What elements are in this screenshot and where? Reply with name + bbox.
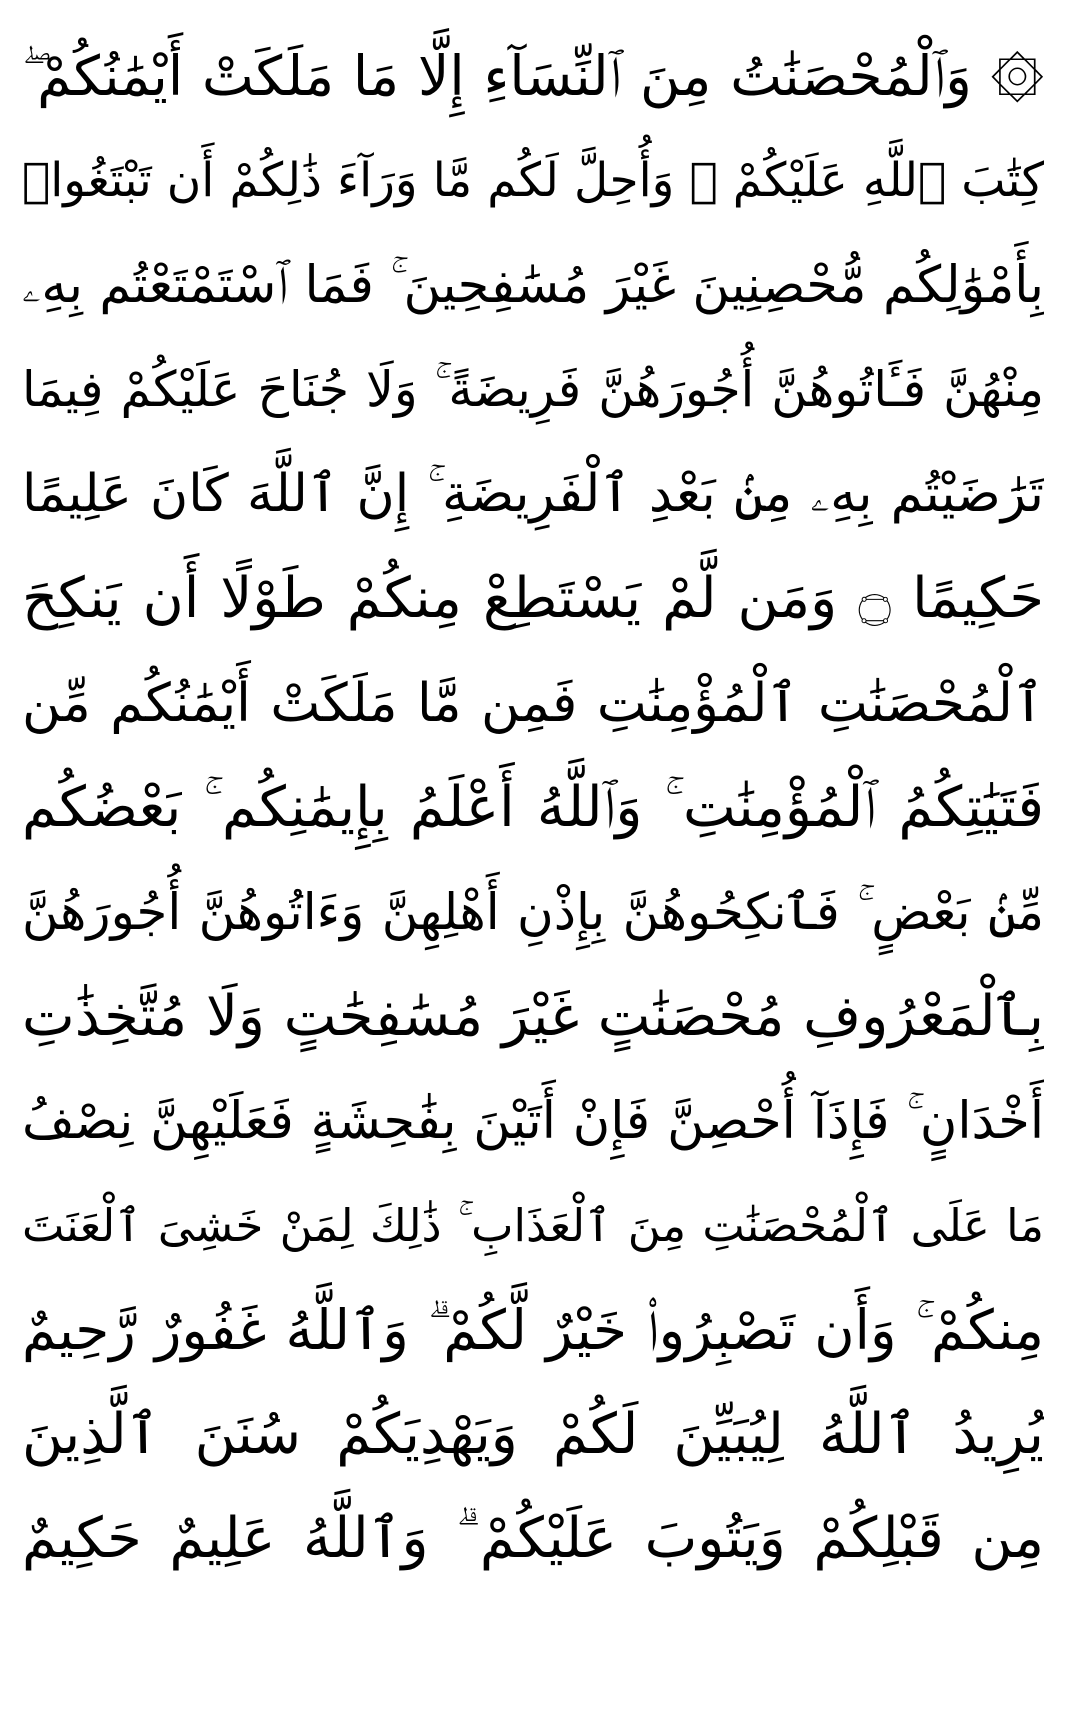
verse-line-12 [22, 1174, 1044, 1279]
verse-line-text: فَتَيَٰتِكُمُ ٱلْمُؤْمِنَٰتِ ۚ وَٱللَّهُ أَعْلَمُ بِإِيمَٰنِكُم ۚ بَعْضُكُم [22, 774, 1044, 840]
verse-line-text: حَكِيمًا ۝ وَمَن لَّمْ يَسْتَطِعْ مِنكُمْ طَوْلًا أَن يَنكِحَ [22, 565, 1044, 631]
verse-line-8 [22, 756, 1044, 861]
verse-line-13 [22, 1278, 1044, 1383]
verse-line-text: كِتَٰبَ ٱللَّهِ عَلَيْكُمْ ۚ وَأُحِلَّ لَكُم مَّا وَرَآءَ ذَٰلِكُمْ أَن تَبْتَغُوا۟ [22, 153, 1044, 209]
verse-line-text: مِّنۢ بَعْضٍ ۚ فَٱنكِحُوهُنَّ بِإِذْنِ أَهْلِهِنَّ وَءَاتُوهُنَّ أُجُورَهُنَّ [22, 883, 1044, 942]
verse-line-text: مِنْهُنَّ فَـَٔاتُوهُنَّ أُجُورَهُنَّ فَرِيضَةً ۚ وَلَا جُنَاحَ عَلَيْكُمْ فِيمَا [22, 361, 1044, 419]
verse-line-6 [22, 547, 1044, 652]
verse-line-2 [22, 129, 1044, 234]
verse-line-7 [22, 651, 1044, 756]
verse-line-text: ٱلْمُحْصَنَٰتِ ٱلْمُؤْمِنَٰتِ فَمِن مَّا مَلَكَتْ أَيْمَٰنُكُم مِّن [22, 672, 1044, 734]
verse-line-4 [22, 338, 1044, 443]
verse-line-3 [22, 233, 1044, 338]
verse-line-text: مَا عَلَى ٱلْمُحْصَنَٰتِ مِنَ ٱلْعَذَابِ ۚ ذَٰلِكَ لِمَنْ خَشِىَ ٱلْعَنَتَ [22, 1199, 1044, 1253]
verse-line-text: بِأَمْوَٰلِكُم مُّحْصِنِينَ غَيْرَ مُسَٰفِحِينَ ۚ فَمَا ٱسْتَمْتَعْتُم بِهِۦ [22, 255, 1044, 315]
verse-line-text: أَخْدَانٍ ۚ فَإِذَآ أُحْصِنَّ فَإِنْ أَتَيْنَ بِفَٰحِشَةٍ فَعَلَيْهِنَّ نِصْفُ [22, 1091, 1044, 1151]
verse-line-9 [22, 860, 1044, 965]
verse-line-14 [22, 1383, 1044, 1488]
verse-lines [22, 24, 1044, 1592]
verse-line-text: بِٱلْمَعْرُوفِ مُحْصَنَٰتٍ غَيْرَ مُسَٰفِحَٰتٍ وَلَا مُتَّخِذَٰتِ [22, 983, 1044, 1049]
verse-line-text: تَرَٰضَيْتُم بِهِۦ مِنۢ بَعْدِ ٱلْفَرِيضَةِ ۚ إِنَّ ٱللَّهَ كَانَ عَلِيمًا [22, 464, 1044, 525]
verse-line-1 [22, 24, 1044, 129]
verse-line-11 [22, 1069, 1044, 1174]
verse-line-5 [22, 442, 1044, 547]
verse-line-text: مِن قَبْلِكُمْ وَيَتُوبَ عَلَيْكُمْ ۗ وَٱللَّهُ عَلِيمٌ حَكِيمٌ [22, 1506, 1044, 1572]
verse-line-text: يُرِيدُ ٱللَّهُ لِيُبَيِّنَ لَكُمْ وَيَهْدِيَكُمْ سُنَنَ ٱلَّذِينَ [22, 1401, 1044, 1467]
verse-line-text: مِنكُمْ ۚ وَأَن تَصْبِرُوا۟ خَيْرٌ لَّكُمْ ۗ وَٱللَّهُ غَفُورٌ رَّحِيمٌ [22, 1297, 1044, 1362]
verse-line-15 [22, 1487, 1044, 1592]
verse-line-10 [22, 965, 1044, 1070]
verse-line-text: ۞ وَٱلْمُحْصَنَٰتُ مِنَ ٱلنِّسَآءِ إِلَّا مَا مَلَكَتْ أَيْمَٰنُكُمْ ۖ [22, 43, 1044, 108]
